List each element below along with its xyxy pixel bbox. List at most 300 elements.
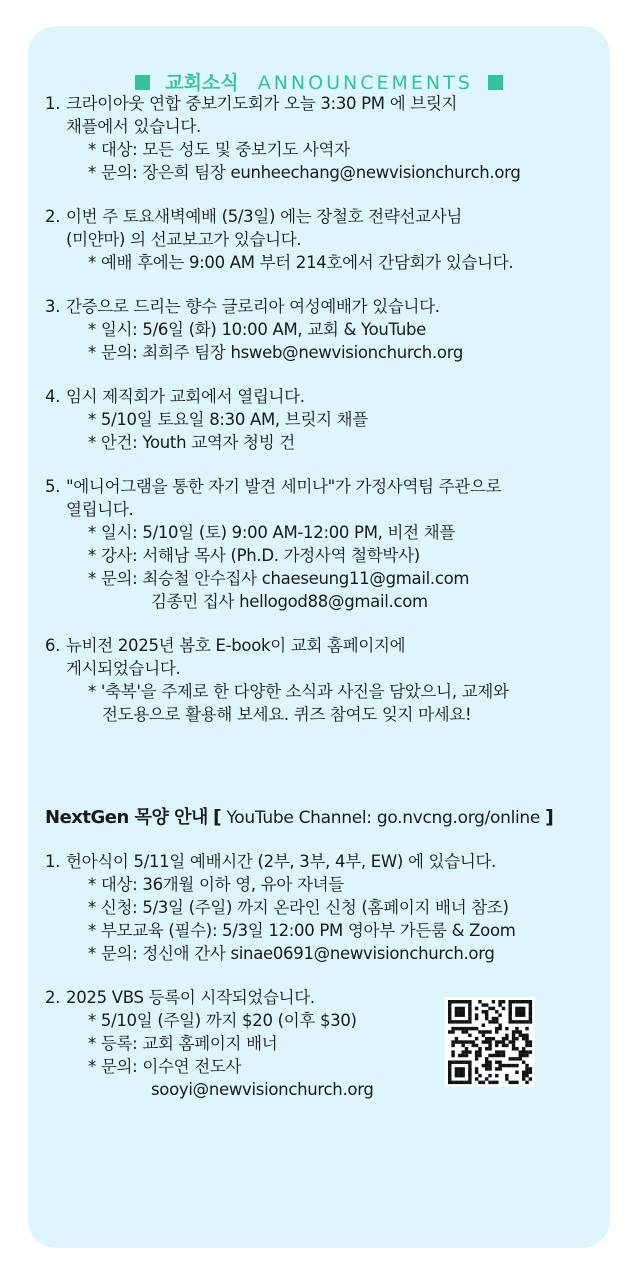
qr-module bbox=[515, 1027, 518, 1030]
qr-module bbox=[492, 1017, 495, 1020]
qr-module bbox=[458, 1007, 461, 1010]
qr-module bbox=[455, 1074, 458, 1077]
qr-module bbox=[485, 1067, 488, 1070]
qr-module bbox=[478, 1074, 481, 1077]
qr-module bbox=[525, 1054, 528, 1057]
qr-module bbox=[468, 1034, 471, 1037]
qr-module bbox=[525, 1040, 528, 1043]
qr-module bbox=[475, 1057, 478, 1060]
qr-module bbox=[472, 1027, 475, 1030]
qr-module bbox=[529, 1044, 532, 1047]
qr-module bbox=[478, 1054, 481, 1057]
qr-module bbox=[458, 1074, 461, 1077]
green-square-icon bbox=[135, 75, 150, 90]
qr-module bbox=[461, 1007, 464, 1010]
qr-module bbox=[529, 1067, 532, 1070]
qr-module bbox=[525, 1044, 528, 1047]
qr-module bbox=[485, 1040, 488, 1043]
announcement-item bbox=[45, 295, 605, 364]
qr-module bbox=[525, 1081, 528, 1084]
qr-module bbox=[455, 1013, 458, 1016]
qr-module bbox=[465, 1020, 468, 1023]
qr-module bbox=[461, 1013, 464, 1016]
qr-module bbox=[448, 1067, 451, 1070]
qr-module bbox=[512, 1064, 515, 1067]
qr-module bbox=[475, 1017, 478, 1020]
qr-module bbox=[488, 1040, 491, 1043]
item-detail: * 부모교육 (필수): 5/3일 12:00 PM 영아부 가든룸 & Zoom bbox=[88, 921, 516, 940]
qr-module bbox=[525, 1050, 528, 1053]
qr-module bbox=[508, 1017, 511, 1020]
qr-module bbox=[461, 1081, 464, 1084]
item-detail: * 5/10일 (주일) 까지 $20 (이후 $30) bbox=[88, 1011, 357, 1030]
header-korean: 교회소식 bbox=[165, 72, 239, 94]
qr-module bbox=[485, 1047, 488, 1050]
qr-module bbox=[508, 1000, 511, 1003]
qr-module bbox=[478, 1050, 481, 1053]
qr-module bbox=[461, 1060, 464, 1063]
qr-module bbox=[451, 1020, 454, 1023]
item-detail: * 일시: 5/10일 (토) 9:00 AM-12:00 PM, 비전 채플 bbox=[88, 523, 456, 542]
item-detail: 전도용으로 활용해 보세요. 퀴즈 참여도 잊지 마세요! bbox=[102, 705, 472, 724]
qr-module bbox=[448, 1081, 451, 1084]
qr-module bbox=[512, 1040, 515, 1043]
qr-module bbox=[468, 1010, 471, 1013]
qr-module bbox=[458, 1071, 461, 1074]
bracket-close: ] bbox=[545, 806, 554, 828]
qr-module bbox=[468, 1060, 471, 1063]
qr-module bbox=[522, 1054, 525, 1057]
qr-module bbox=[465, 1030, 468, 1033]
qr-module bbox=[488, 1067, 491, 1070]
qr-module bbox=[515, 1020, 518, 1023]
qr-module bbox=[522, 1007, 525, 1010]
qr-module bbox=[529, 1017, 532, 1020]
qr-module bbox=[458, 1060, 461, 1063]
qr-module bbox=[465, 1060, 468, 1063]
qr-module bbox=[488, 1030, 491, 1033]
qr-module bbox=[475, 1071, 478, 1074]
qr-module bbox=[492, 1020, 495, 1023]
qr-module bbox=[522, 1060, 525, 1063]
qr-module bbox=[525, 1067, 528, 1070]
qr-module bbox=[468, 1003, 471, 1006]
qr-module bbox=[515, 1007, 518, 1010]
qr-module bbox=[529, 1000, 532, 1003]
qr-module bbox=[448, 1003, 451, 1006]
qr-module bbox=[525, 1071, 528, 1074]
announcement-item bbox=[45, 92, 605, 184]
qr-module bbox=[485, 1057, 488, 1060]
qr-module bbox=[495, 1067, 498, 1070]
qr-module bbox=[468, 1040, 471, 1043]
qr-module bbox=[522, 1077, 525, 1080]
qr-module bbox=[495, 1017, 498, 1020]
item-detail: * 강사: 서해남 목사 (Ph.D. 가정사역 철학박사) bbox=[88, 546, 420, 565]
qr-module bbox=[519, 1013, 522, 1016]
qr-module bbox=[488, 1007, 491, 1010]
qr-module bbox=[529, 1007, 532, 1010]
item-text: 뉴비전 2025년 봄호 E-book이 교회 홈페이지에 bbox=[66, 636, 406, 655]
qr-module bbox=[512, 1030, 515, 1033]
qr-module bbox=[448, 1000, 451, 1003]
qr-module bbox=[468, 1064, 471, 1067]
qr-module bbox=[461, 1050, 464, 1053]
qr-module bbox=[475, 1044, 478, 1047]
item-text: 이번 주 토요새벽예배 (5/3일) 에는 장철호 전략선교사님 bbox=[66, 207, 463, 226]
qr-module bbox=[522, 1050, 525, 1053]
item-number: 4. bbox=[45, 387, 61, 406]
qr-module bbox=[512, 1020, 515, 1023]
qr-module bbox=[475, 1050, 478, 1053]
section-header bbox=[28, 68, 610, 95]
qr-module bbox=[461, 1030, 464, 1033]
qr-module bbox=[455, 1067, 458, 1070]
qr-module bbox=[458, 1081, 461, 1084]
qr-module bbox=[458, 1054, 461, 1057]
qr-module bbox=[512, 1081, 515, 1084]
qr-module bbox=[519, 1054, 522, 1057]
qr-module bbox=[461, 1071, 464, 1074]
qr-module bbox=[458, 1067, 461, 1070]
qr-module bbox=[451, 1081, 454, 1084]
nextgen-item bbox=[45, 850, 605, 965]
qr-module bbox=[519, 1030, 522, 1033]
qr-module bbox=[488, 1054, 491, 1057]
qr-module bbox=[508, 1013, 511, 1016]
item-number: 5. bbox=[45, 477, 61, 496]
item-number: 1. bbox=[45, 94, 61, 113]
qr-module bbox=[468, 1007, 471, 1010]
qr-module bbox=[488, 1020, 491, 1023]
item-text: (미얀마) 의 선교보고가 있습니다. bbox=[66, 230, 302, 249]
qr-module bbox=[461, 1067, 464, 1070]
qr-module bbox=[488, 1074, 491, 1077]
qr-module bbox=[515, 1057, 518, 1060]
qr-module bbox=[505, 1074, 508, 1077]
item-text: "에니어그램을 통한 자기 발견 세미나"가 가정사역팀 주관으로 bbox=[66, 477, 502, 496]
announcement-item bbox=[45, 205, 605, 274]
qr-module bbox=[448, 1010, 451, 1013]
qr-module bbox=[465, 1081, 468, 1084]
qr-module bbox=[492, 1081, 495, 1084]
qr-module bbox=[492, 1054, 495, 1057]
qr-module bbox=[461, 1027, 464, 1030]
qr-module bbox=[519, 1020, 522, 1023]
qr-module bbox=[502, 1064, 505, 1067]
qr-module bbox=[461, 1010, 464, 1013]
qr-module bbox=[502, 1044, 505, 1047]
qr-module bbox=[482, 1010, 485, 1013]
qr-module bbox=[468, 1067, 471, 1070]
qr-module bbox=[515, 1071, 518, 1074]
qr-module bbox=[522, 1034, 525, 1037]
qr-module bbox=[468, 1017, 471, 1020]
qr-module bbox=[478, 1081, 481, 1084]
item-detail: * 대상: 36개월 이하 영, 유아 자녀들 bbox=[88, 875, 344, 894]
qr-module bbox=[505, 1044, 508, 1047]
qr-module bbox=[455, 1060, 458, 1063]
qr-module bbox=[519, 1050, 522, 1053]
qr-module bbox=[495, 1050, 498, 1053]
qr-module bbox=[495, 1027, 498, 1030]
qr-module bbox=[515, 1030, 518, 1033]
qr-module bbox=[451, 1050, 454, 1053]
qr-module bbox=[519, 1057, 522, 1060]
qr-module bbox=[475, 1037, 478, 1040]
qr-module bbox=[468, 1000, 471, 1003]
item-text: 임시 제직회가 교회에서 열립니다. bbox=[66, 387, 305, 406]
qr-module bbox=[485, 1037, 488, 1040]
qr-module bbox=[455, 1007, 458, 1010]
qr-module bbox=[508, 1020, 511, 1023]
qr-module bbox=[529, 1003, 532, 1006]
qr-module bbox=[522, 1010, 525, 1013]
qr-module bbox=[515, 1010, 518, 1013]
nextgen-title: NextGen 목양 안내 bbox=[45, 807, 208, 828]
item-text: 채플에서 있습니다. bbox=[66, 117, 202, 136]
qr-module bbox=[519, 1007, 522, 1010]
qr-module bbox=[482, 1030, 485, 1033]
qr-module bbox=[475, 1013, 478, 1016]
qr-module bbox=[498, 1050, 501, 1053]
qr-module bbox=[498, 1013, 501, 1016]
item-text: 간증으로 드리는 향수 글로리아 여성예배가 있습니다. bbox=[66, 297, 440, 316]
qr-module bbox=[451, 1054, 454, 1057]
item-number: 6. bbox=[45, 636, 61, 655]
qr-module bbox=[508, 1040, 511, 1043]
qr-module bbox=[485, 1077, 488, 1080]
item-detail: * 신청: 5/3일 (주일) 까지 온라인 신청 (홈페이지 배너 참조) bbox=[88, 898, 509, 917]
qr-module bbox=[512, 1037, 515, 1040]
qr-module bbox=[488, 1064, 491, 1067]
item-detail: * 등록: 교회 홈페이지 배너 bbox=[88, 1034, 278, 1053]
qr-module bbox=[498, 1000, 501, 1003]
qr-module bbox=[505, 1034, 508, 1037]
qr-module bbox=[495, 1081, 498, 1084]
item-detail: * 일시: 5/6일 (화) 10:00 AM, 교회 & YouTube bbox=[88, 320, 427, 339]
qr-module bbox=[488, 1037, 491, 1040]
qr-module bbox=[495, 1054, 498, 1057]
qr-module bbox=[498, 1054, 501, 1057]
item-text: 열립니다. bbox=[66, 500, 134, 519]
qr-module bbox=[465, 1000, 468, 1003]
qr-module bbox=[455, 1010, 458, 1013]
qr-module bbox=[488, 1081, 491, 1084]
qr-module bbox=[475, 1054, 478, 1057]
qr-module bbox=[448, 1074, 451, 1077]
qr-module bbox=[525, 1064, 528, 1067]
qr-module bbox=[458, 1040, 461, 1043]
qr-module bbox=[485, 1030, 488, 1033]
qr-module bbox=[451, 1030, 454, 1033]
qr-module bbox=[492, 1000, 495, 1003]
qr-module bbox=[448, 1071, 451, 1074]
qr-module bbox=[522, 1071, 525, 1074]
item-detail: * 문의: 이수연 전도사 bbox=[88, 1057, 242, 1076]
qr-module bbox=[451, 1060, 454, 1063]
header-english: ANNOUNCEMENTS bbox=[257, 72, 473, 94]
qr-module bbox=[461, 1054, 464, 1057]
qr-module bbox=[451, 1000, 454, 1003]
qr-module bbox=[522, 1047, 525, 1050]
qr-module bbox=[498, 1003, 501, 1006]
item-detail: * 문의: 최희주 팀장 hsweb@newvisionchurch.org bbox=[88, 343, 464, 362]
qr-module bbox=[505, 1064, 508, 1067]
qr-module bbox=[448, 1007, 451, 1010]
item-text: 크라이아웃 연합 중보기도회가 오늘 3:30 PM 에 브릿지 bbox=[66, 94, 458, 113]
qr-module bbox=[515, 1000, 518, 1003]
qr-module bbox=[498, 1027, 501, 1030]
qr-module bbox=[529, 1050, 532, 1053]
qr-module bbox=[512, 1047, 515, 1050]
qr-module bbox=[515, 1037, 518, 1040]
qr-module bbox=[448, 1020, 451, 1023]
item-number: 1. bbox=[45, 852, 61, 871]
qr-module bbox=[505, 1027, 508, 1030]
qr-module bbox=[502, 1050, 505, 1053]
qr-module bbox=[448, 1017, 451, 1020]
qr-module bbox=[495, 1020, 498, 1023]
qr-module bbox=[515, 1047, 518, 1050]
qr-module bbox=[485, 1013, 488, 1016]
qr-module bbox=[519, 1000, 522, 1003]
qr-module bbox=[522, 1000, 525, 1003]
qr-module bbox=[512, 1044, 515, 1047]
qr-module bbox=[485, 1010, 488, 1013]
bracket-open: [ bbox=[212, 806, 222, 828]
qr-module bbox=[475, 1067, 478, 1070]
qr-module bbox=[468, 1074, 471, 1077]
qr-module bbox=[508, 1003, 511, 1006]
item-detail: * 대상: 모든 성도 및 중보기도 사역자 bbox=[88, 140, 350, 159]
qr-module bbox=[525, 1034, 528, 1037]
qr-module bbox=[478, 1000, 481, 1003]
qr-module bbox=[461, 1040, 464, 1043]
qr-module bbox=[508, 1007, 511, 1010]
qr-module bbox=[525, 1000, 528, 1003]
qr-module bbox=[472, 1040, 475, 1043]
qr-module bbox=[485, 1017, 488, 1020]
qr-module bbox=[472, 1044, 475, 1047]
youtube-channel-text: YouTube Channel: go.nvcng.org/online bbox=[226, 808, 541, 828]
qr-module bbox=[451, 1027, 454, 1030]
qr-module bbox=[461, 1020, 464, 1023]
qr-module bbox=[508, 1010, 511, 1013]
announcement-item bbox=[45, 475, 605, 613]
qr-module bbox=[529, 1077, 532, 1080]
qr-module bbox=[525, 1020, 528, 1023]
nextgen-header bbox=[45, 803, 554, 829]
qr-module bbox=[468, 1020, 471, 1023]
item-text: 게시되었습니다. bbox=[66, 659, 181, 678]
qr-module bbox=[465, 1047, 468, 1050]
qr-module bbox=[458, 1010, 461, 1013]
qr-module bbox=[498, 1060, 501, 1063]
qr-module bbox=[482, 1040, 485, 1043]
item-text: 2025 VBS 등록이 시작되었습니다. bbox=[66, 988, 315, 1007]
qr-module bbox=[519, 1010, 522, 1013]
qr-module bbox=[529, 1010, 532, 1013]
item-detail: * 예배 후에는 9:00 AM 부터 214호에서 간담회가 있습니다. bbox=[88, 253, 514, 272]
qr-module bbox=[468, 1013, 471, 1016]
qr-module bbox=[461, 1074, 464, 1077]
qr-module bbox=[465, 1040, 468, 1043]
qr-module bbox=[502, 1040, 505, 1043]
qr-module bbox=[498, 1067, 501, 1070]
qr-module bbox=[495, 1044, 498, 1047]
qr-module bbox=[495, 1030, 498, 1033]
qr-module bbox=[458, 1027, 461, 1030]
item-number: 2. bbox=[45, 207, 61, 226]
qr-module bbox=[512, 1057, 515, 1060]
qr-module bbox=[448, 1013, 451, 1016]
qr-module bbox=[485, 1060, 488, 1063]
qr-module bbox=[525, 1037, 528, 1040]
qr-module bbox=[495, 1060, 498, 1063]
qr-module bbox=[482, 1081, 485, 1084]
qr-module bbox=[475, 1007, 478, 1010]
qr-module bbox=[458, 1013, 461, 1016]
qr-module bbox=[455, 1020, 458, 1023]
qr-module bbox=[519, 1034, 522, 1037]
green-square-icon bbox=[488, 75, 503, 90]
qr-code-icon bbox=[445, 997, 535, 1087]
qr-module bbox=[522, 1013, 525, 1016]
qr-module bbox=[488, 1060, 491, 1063]
qr-module bbox=[458, 1020, 461, 1023]
qr-module bbox=[529, 1020, 532, 1023]
qr-module bbox=[478, 1030, 481, 1033]
qr-module bbox=[468, 1050, 471, 1053]
qr-module bbox=[455, 1040, 458, 1043]
qr-module bbox=[448, 1060, 451, 1063]
qr-module bbox=[485, 1003, 488, 1006]
item-detail: * 안건: Youth 교역자 청빙 건 bbox=[88, 433, 295, 452]
qr-module bbox=[475, 1077, 478, 1080]
qr-module bbox=[448, 1064, 451, 1067]
qr-module bbox=[508, 1057, 511, 1060]
qr-module bbox=[495, 1040, 498, 1043]
qr-module bbox=[485, 1064, 488, 1067]
qr-module bbox=[492, 1007, 495, 1010]
qr-module bbox=[529, 1013, 532, 1016]
qr-module bbox=[461, 1000, 464, 1003]
qr-module bbox=[495, 1010, 498, 1013]
announcement-item bbox=[45, 385, 605, 454]
qr-module bbox=[502, 1054, 505, 1057]
qr-module bbox=[508, 1081, 511, 1084]
item-detail: * 문의: 정신애 간사 sinae0691@newvisionchurch.org bbox=[88, 944, 495, 963]
item-detail: * 문의: 최승철 안수집사 chaeseung11@gmail.com bbox=[88, 569, 470, 588]
qr-module bbox=[455, 1027, 458, 1030]
qr-module bbox=[482, 1034, 485, 1037]
qr-module bbox=[478, 1047, 481, 1050]
qr-module bbox=[522, 1074, 525, 1077]
qr-module bbox=[529, 1071, 532, 1074]
qr-module bbox=[515, 1013, 518, 1016]
qr-module bbox=[468, 1071, 471, 1074]
qr-module bbox=[465, 1054, 468, 1057]
qr-module bbox=[455, 1071, 458, 1074]
qr-module bbox=[468, 1027, 471, 1030]
item-number: 2. bbox=[45, 988, 61, 1007]
announcement-item bbox=[45, 634, 605, 726]
qr-module bbox=[448, 1077, 451, 1080]
qr-module bbox=[488, 1047, 491, 1050]
qr-module bbox=[492, 1037, 495, 1040]
qr-module bbox=[529, 1040, 532, 1043]
